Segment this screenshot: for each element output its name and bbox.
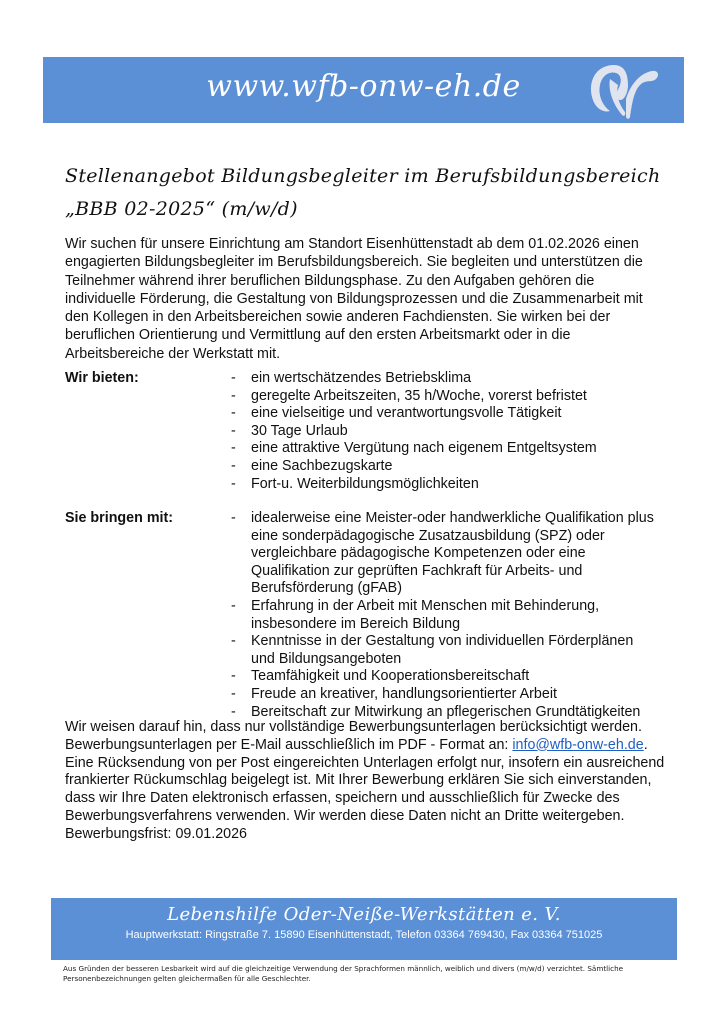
list-item [231,370,691,388]
application-note [65,719,675,755]
dash-bullet-icon: - [231,597,236,614]
offer-label: Wir bieten: [65,370,139,386]
requirement-item-text: Kenntnisse in der Gestaltung von individuellen Förderplänen und Bildungsangeboten [251,633,634,667]
list-item [231,633,661,668]
requirement-item-text: idealerweise eine Meister-oder handwerkliche Qualifikation plus eine sonderpädagogische Zusatzausbildung (SPZ) oder vergleichbare pädagogische Kompetenzen oder eine Qualifikation zur geprüften Fachkraft für Arbeits- und Berufsförderung (gFAB) [251,510,654,597]
privacy-note: Eine Rücksendung von per Post eingereichten Unterlagen erfolgt nur, insofern ein ausreichend frankierter Rückumschlag beigelegt ist. Mit Ihrer Bewerbung erklären Sie sich einverstanden, dass wir Ihre Daten elektronisch erfassen, speichern und ausschließlich für Zwecke des Bewerbungsverfahrens verwenden. Wir werden diese Daten nicht an Dritte weitergeben. Bewerbungsfrist: 09.01.2026 [65,754,665,842]
list-item [231,598,661,633]
logo-icon [584,59,664,121]
job-reference: „BBB 02-2025“ (m/w/d) [65,198,298,220]
footer-banner [51,898,677,960]
requirement-item-text: Bereitschaft zur Mitwirkung an pflegerischen Grundtätigkeiten [251,703,641,720]
organization-address: Hauptwerkstatt: Ringstraße 7. 15890 Eisenhüttenstadt, Telefon 03364 769430, Fax 03364 751025 [125,929,603,941]
job-title: Stellenangebot Bildungsbegleiter im Berufsbildungsbereich [65,165,661,187]
list-item [231,686,661,704]
offer-item-text: 30 Tage Urlaub [251,422,348,439]
offer-item-text: Fort-u. Weiterbildungsmöglichkeiten [251,475,479,492]
list-item [231,458,691,476]
closing-section [65,719,675,844]
offer-item-text: eine vielseitige und verantwortungsvolle Tätigkeit [251,405,562,422]
list-item [231,405,691,423]
dash-bullet-icon: - [231,685,236,702]
requirements-list [231,510,661,721]
requirements-label: Sie bringen mit: [65,510,174,526]
email-link[interactable]: info@wfb-onw-eh.de [512,736,644,753]
application-note-text: Wir weisen darauf hin, dass nur vollständige Bewerbungsunterlagen berücksichtigt werden. Bewerbungsunterlagen per E-Mail ausschließlich im PDF - Format an: [65,719,642,753]
list-item [231,388,691,406]
dash-bullet-icon: - [231,440,236,457]
offer-item-text: eine Sachbezugskarte [251,457,393,474]
offer-list [231,370,691,493]
list-item [231,476,691,494]
offer-item-text: ein wertschätzendes Betriebsklima [251,370,472,386]
requirement-item-text: Freude an kreativer, handlungsorientierter Arbeit [251,685,557,702]
dash-bullet-icon: - [231,475,236,492]
header-banner [43,57,684,123]
dash-bullet-icon: - [231,668,236,685]
offer-item-text: eine attraktive Vergütung nach eigenem Entgeltsystem [251,440,597,457]
requirement-item-text: Teamfähigkeit und Kooperationsbereitschaft [251,668,530,685]
dash-bullet-icon: - [231,703,236,720]
dash-bullet-icon: - [231,633,236,650]
list-item [231,668,661,686]
dash-bullet-icon: - [231,422,236,439]
dash-bullet-icon: - [231,510,236,526]
requirement-item-text: Erfahrung in der Arbeit mit Menschen mit Behinderung, insbesondere im Bereich Bildung [251,597,600,632]
dash-bullet-icon: - [231,457,236,474]
gender-disclaimer: Aus Gründen der besseren Lesbarkeit wird auf die gleichzeitige Verwendung der Sprachformen männlich, weiblich und divers (m/w/d) verzichtet. Sämtliche Personenbezeichnungen gelten gleichermaßen für alle Geschlechter. [63,964,624,983]
list-item [231,440,691,458]
dash-bullet-icon: - [231,405,236,422]
application-note-end: . [643,736,648,753]
dash-bullet-icon: - [231,370,236,386]
list-item [231,510,661,598]
intro-paragraph: Wir suchen für unsere Einrichtung am Standort Eisenhüttenstadt ab dem 01.02.2026 einen engagierten Bildungsbegleiter im Berufsbildungsbereich. Sie begleiten und unterstützen die Teilnehmer während ihrer beruflichen Bildungsphase. Zu den Aufgaben gehören die individuelle Förderung, die Gestaltung von Bildungsprozessen und die Zusammenarbeit mit den Kollegen in den Arbeitsbereichen sowie anderen Fachdiensten. Sie wirken bei der beruflichen Orientierung und Vermittlung auf den ersten Arbeitsmarkt oder in die Arbeitsbereiche der Werkstatt mit. [65,236,643,362]
list-item [231,423,691,441]
dash-bullet-icon: - [231,387,236,404]
offer-item-text: geregelte Arbeitszeiten, 35 h/Woche, vorerst befristet [251,387,587,404]
organization-name: Lebenshilfe Oder-Neiße-Werkstätten e. V. [167,904,561,925]
website-url[interactable]: www.wfb-onw-eh.de [206,69,521,104]
